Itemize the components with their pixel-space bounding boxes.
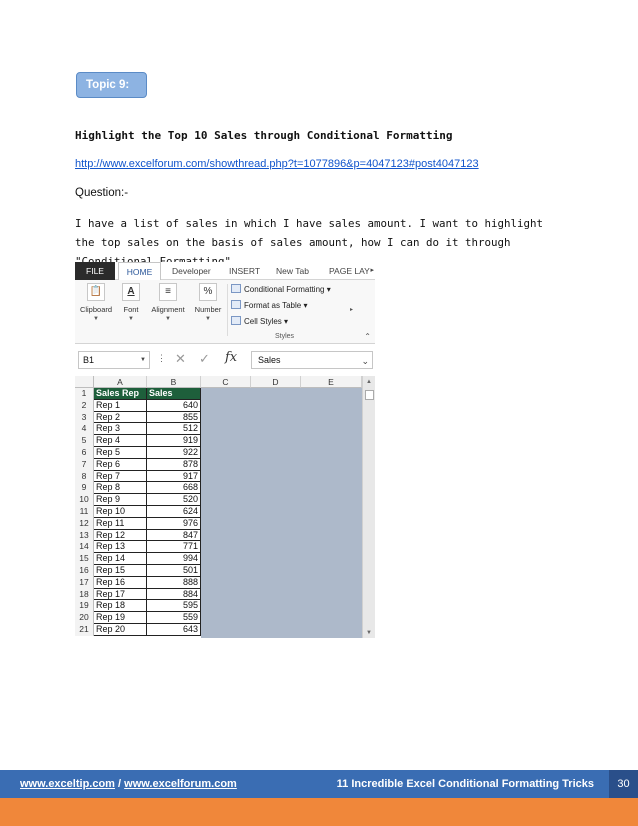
conditional-formatting-button[interactable]: Conditional Formatting ▾	[231, 284, 331, 294]
excel-screenshot	[75, 262, 375, 638]
alignment-group[interactable]	[147, 283, 189, 323]
table-cell[interactable]: Rep 10	[94, 506, 147, 518]
clipboard-label: Clipboard	[79, 305, 113, 314]
tab-page-layout[interactable]: PAGE LAY	[329, 266, 370, 276]
table-cell[interactable]: Rep 14	[94, 553, 147, 565]
cancel-icon[interactable]: ✕	[175, 351, 186, 366]
conditional-formatting-label: Conditional Formatting	[244, 285, 325, 294]
format-as-table-button[interactable]: Format as Table ▾	[231, 300, 307, 310]
tab-home[interactable]: HOME	[118, 262, 161, 281]
insert-function-icon[interactable]: fx	[225, 350, 238, 365]
table-cell[interactable]: Rep 8	[94, 482, 147, 494]
row-header[interactable]: 7	[75, 459, 94, 471]
table-cell[interactable]: 512	[147, 423, 201, 435]
table-cell[interactable]: Rep 16	[94, 577, 147, 589]
table-cell[interactable]: 668	[147, 482, 201, 494]
row-header[interactable]: 6	[75, 447, 94, 459]
exceltip-link[interactable]: www.exceltip.com	[20, 778, 115, 790]
table-cell[interactable]: 855	[147, 412, 201, 424]
page-footer	[0, 770, 638, 798]
chevron-down-icon: ▼	[205, 316, 211, 322]
font-label: Font	[123, 305, 139, 314]
tab-file[interactable]: FILE	[75, 262, 115, 280]
topic-badge: Topic 9:	[76, 72, 147, 98]
formula-input[interactable]	[251, 351, 373, 369]
column-header-c[interactable]: C	[201, 376, 251, 388]
table-icon	[231, 300, 241, 309]
row-header[interactable]: 17	[75, 577, 94, 589]
selected-range-shade	[201, 388, 362, 638]
styles-group-label: Styles	[275, 333, 295, 340]
table-cell[interactable]: Rep 4	[94, 435, 147, 447]
row-header[interactable]: 13	[75, 530, 94, 542]
table-cell[interactable]: 917	[147, 471, 201, 483]
table-cell[interactable]: 624	[147, 506, 201, 518]
section-heading: Highlight the Top 10 Sales through Conditional Formatting	[75, 129, 453, 142]
header-cell[interactable]: Sales	[147, 388, 201, 400]
number-label: Number	[194, 305, 222, 314]
column-header-a[interactable]: A	[94, 376, 147, 388]
table-cell[interactable]: Rep 18	[94, 600, 147, 612]
table-cell[interactable]: 643	[147, 624, 201, 636]
conditional-formatting-icon	[231, 284, 241, 293]
table-cell[interactable]: 640	[147, 400, 201, 412]
chevron-down-icon[interactable]: ⌄	[361, 356, 369, 366]
column-header-e[interactable]: E	[301, 376, 362, 388]
row-header[interactable]: 15	[75, 553, 94, 565]
spreadsheet-grid	[75, 376, 375, 638]
table-cell[interactable]: Rep 19	[94, 612, 147, 624]
table-cell[interactable]: 878	[147, 459, 201, 471]
table-cell[interactable]: Rep 3	[94, 423, 147, 435]
table-cell[interactable]: 595	[147, 600, 201, 612]
table-cell[interactable]: Rep 12	[94, 530, 147, 542]
row-header[interactable]: 18	[75, 589, 94, 601]
table-cell[interactable]: 559	[147, 612, 201, 624]
table-cell[interactable]: Rep 6	[94, 459, 147, 471]
row-header[interactable]: 21	[75, 624, 94, 636]
alignment-label: Alignment	[151, 305, 185, 314]
question-body: I have a list of sales in which I have sales amount. I want to highlight the top sales on the basis of sales amount, how I can do it through	[75, 217, 544, 249]
table-cell[interactable]: Rep 20	[94, 624, 147, 636]
table-cell[interactable]: 922	[147, 447, 201, 459]
chevron-down-icon[interactable]: ▼	[140, 357, 146, 363]
formula-value: Sales	[258, 355, 281, 365]
clipboard-icon: 📋	[87, 283, 105, 301]
row-header[interactable]: 10	[75, 494, 94, 506]
footer-title: 11 Incredible Excel Conditional Formatting Tricks	[336, 778, 594, 790]
scroll-up-icon[interactable]: ▲	[366, 379, 372, 385]
row-header[interactable]: 3	[75, 412, 94, 424]
formula-bar	[75, 348, 375, 372]
chevron-down-icon: ▼	[93, 316, 99, 322]
font-group[interactable]	[119, 283, 143, 323]
row-header[interactable]: 9	[75, 482, 94, 494]
excelforum-link[interactable]: www.excelforum.com	[124, 778, 237, 790]
number-group[interactable]	[192, 283, 224, 323]
table-cell[interactable]: Rep 9	[94, 494, 147, 506]
collapse-ribbon-icon[interactable]: ⌃	[364, 332, 371, 341]
row-header[interactable]: 5	[75, 435, 94, 447]
name-box[interactable]	[78, 351, 150, 369]
tab-scroll-right-icon[interactable]: ▸	[370, 267, 374, 274]
table-cell[interactable]: 976	[147, 518, 201, 530]
row-header[interactable]: 2	[75, 400, 94, 412]
table-cell[interactable]: 884	[147, 589, 201, 601]
row-header[interactable]: 16	[75, 565, 94, 577]
scroll-down-icon[interactable]: ▼	[366, 630, 372, 636]
row-header[interactable]: 4	[75, 423, 94, 435]
table-cell[interactable]: Rep 5	[94, 447, 147, 459]
table-cell[interactable]: 771	[147, 541, 201, 553]
table-cell[interactable]: 919	[147, 435, 201, 447]
header-cell[interactable]: Sales Rep	[94, 388, 147, 400]
table-cell[interactable]: 520	[147, 494, 201, 506]
forum-thread-link[interactable]: http://www.excelforum.com/showthread.php?t=1077896&p=4047123#post4047123	[75, 158, 479, 170]
ribbon-divider	[227, 284, 228, 336]
cell-styles-icon	[231, 316, 241, 325]
font-icon: A	[122, 283, 140, 301]
column-header-d[interactable]: D	[251, 376, 301, 388]
question-label: Question:-	[75, 187, 129, 199]
table-cell[interactable]: 888	[147, 577, 201, 589]
page-number: 30	[609, 770, 638, 798]
ribbon	[75, 280, 375, 344]
table-cell[interactable]: 847	[147, 530, 201, 542]
vertical-scrollbar[interactable]	[362, 376, 375, 638]
tab-new-tab[interactable]: New Tab	[276, 266, 309, 276]
align-icon: ≡	[159, 283, 177, 301]
tab-insert[interactable]: INSERT	[229, 266, 261, 276]
row-header[interactable]: 12	[75, 518, 94, 530]
row-header[interactable]: 20	[75, 612, 94, 624]
table-cell[interactable]: Rep 11	[94, 518, 147, 530]
row-header[interactable]: 8	[75, 471, 94, 483]
enter-check-icon[interactable]: ✓	[199, 351, 210, 366]
row-header[interactable]: 1	[75, 388, 94, 400]
table-cell[interactable]: Rep 2	[94, 412, 147, 424]
row-header[interactable]: 11	[75, 506, 94, 518]
table-cell[interactable]: 501	[147, 565, 201, 577]
tab-developer[interactable]: Developer	[172, 266, 211, 276]
table-cell[interactable]: Rep 17	[94, 589, 147, 601]
percent-icon: %	[199, 283, 217, 301]
cell-styles-button[interactable]: Cell Styles ▾	[231, 316, 288, 326]
row-header[interactable]: 14	[75, 541, 94, 553]
row-header[interactable]: 19	[75, 600, 94, 612]
clipboard-group[interactable]	[77, 283, 115, 323]
name-box-value: B1	[83, 355, 95, 365]
chevron-down-icon: ▼	[165, 316, 171, 322]
table-cell[interactable]: Rep 1	[94, 400, 147, 412]
ribbon-tab-bar	[75, 262, 375, 280]
footer-separator: /	[118, 778, 122, 790]
chevron-down-icon: ▼	[128, 316, 134, 322]
bottom-accent-bar	[0, 798, 638, 826]
scroll-thumb[interactable]	[365, 390, 374, 400]
table-cell[interactable]: Rep 15	[94, 565, 147, 577]
footer-links	[20, 770, 237, 798]
format-as-table-label: Format as Table	[244, 301, 302, 310]
table-cell[interactable]: Rep 7	[94, 471, 147, 483]
column-header-b[interactable]: B	[147, 376, 201, 388]
more-options-icon[interactable]: ⋮	[157, 353, 166, 363]
cell-styles-label: Cell Styles	[244, 317, 282, 326]
table-cell[interactable]: 994	[147, 553, 201, 565]
table-cell[interactable]: Rep 13	[94, 541, 147, 553]
select-all-corner[interactable]	[75, 376, 94, 388]
chevron-right-icon[interactable]: ▸	[349, 307, 353, 313]
